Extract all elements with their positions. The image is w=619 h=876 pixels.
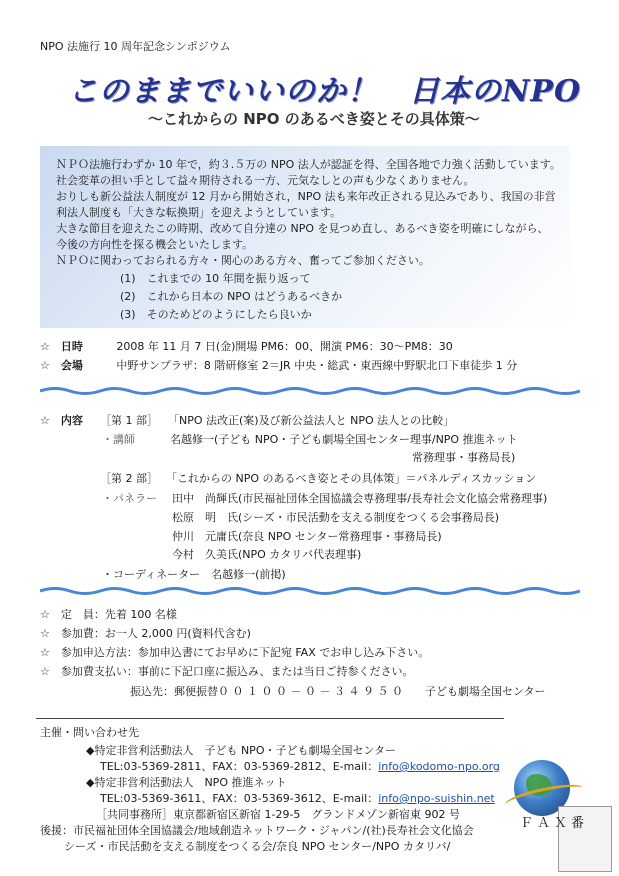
wave-divider: [40, 386, 580, 396]
page-title: このままでいいのか！ 日本のNPO: [68, 74, 582, 109]
panelist-item: 田中 尚輝氏(市民福祉団体全国協議会専務理事/長寿社会文化協会常務理事): [172, 492, 548, 505]
part2-label: ［第 2 部］: [100, 472, 158, 485]
intro-line: 利法人制度も「大きな転換期」を迎えようとしています。: [56, 206, 342, 219]
intro-line: 社会変革の担い手として益々期待される一方、元気なしとの声も少なくありません。: [56, 174, 475, 187]
question-item: (2) これから日本の NPO はどうあるべきか: [120, 290, 343, 303]
apply-row: ☆ 参加申込方法：参加申込書にてお早めに下記宛 FAX でお申し込み下さい。: [40, 646, 430, 659]
intro-line: ＮＰＯ法施行わずか 10 年で，約３.５万の NPO 法人が認証を得、全国各地で力強く活動しています。: [56, 158, 561, 171]
panelist-item: 仲川 元庸氏(奈良 NPO センター常務理事・事務局長): [172, 530, 442, 543]
venue-value: 中野サンプラザ：8 階研修室 2＝JR 中央・総武・東西線中野駅北口下車徒歩 1 分: [116, 359, 518, 372]
venue-label: ☆ 会場: [40, 359, 83, 372]
organizer-1-contact: [100, 758, 500, 774]
venue-row: [40, 357, 517, 373]
sponsors-line-2: シーズ・市民活動を支える制度をつくる会/奈良 NPO センター/NPO カタリバ/: [64, 840, 451, 853]
email-link-1[interactable]: info@kodomo-npo.org: [378, 760, 500, 773]
content-label-text: ☆ 内容: [40, 414, 83, 427]
content-label: [40, 412, 83, 428]
part1-label: ［第 1 部］: [100, 414, 158, 427]
contact-text: TEL:03-5369-3611、FAX：03-5369-3612、E-mail：: [100, 792, 379, 805]
fax-label: ＦＡＸ番: [520, 816, 589, 831]
payment-row: ☆ 参加費支払い：事前に下記口座に振込み、または当日ご持参ください。: [40, 665, 414, 678]
sponsors-line-1: 後援：市民福祉団体全国協議会/地域創造ネットワーク・ジャパン/(社)長寿社会文化協会: [40, 824, 474, 837]
email-link-2[interactable]: info@npo-suishin.net: [378, 792, 495, 805]
contact-heading: 主催・問い合わせ先: [40, 726, 139, 739]
intro-line: ＮＰＯに関わっておられる方々・関心のある方々、奮ってご参加ください。: [56, 254, 430, 267]
intro-line: 大きな節目を迎えたこの時期、改めて自分達の NPO を見つめ直し、あるべき姿を明確にしながら、: [56, 222, 549, 235]
fee-row: ☆ 参加費：お一人 2,000 円(資料代含む): [40, 627, 251, 640]
panelist-item: 松原 明 氏(シーズ・市民活動を支える制度をつくる会事務局長): [172, 511, 500, 524]
intro-line: 今後の方向性を探る機会といたします。: [56, 238, 254, 251]
panelist-item: 今村 久美氏(NPO カタリバ代表理事): [172, 548, 362, 561]
part2-title: 「これからの NPO のあるべき姿とその具体策」＝パネルディスカッション: [166, 472, 537, 485]
organizer-1: ◆特定非営利活動法人 子ども NPO・子ども劇場全国センター: [86, 744, 397, 757]
wave-divider: [40, 586, 580, 596]
date-label: ☆ 日時: [40, 340, 83, 353]
page-subtitle: ～これからの NPO のあるべき姿とその具体策～: [148, 110, 480, 128]
question-item: (3) そのためどのようにしたら良いか: [120, 308, 312, 321]
symposium-kicker: NPO 法施行 10 周年記念シンポジウム: [40, 40, 231, 53]
transfer-account: 振込先：郵便振替０ ０ １ ０ ０ － ０ － ３ ４ ９ ５ ０ 子ども劇場全国センター: [130, 685, 546, 698]
organizer-2-contact: [100, 790, 495, 806]
contact-text: TEL:03-5369-2811、FAX：03-5369-2812、E-mail：: [100, 760, 379, 773]
date-value: 2008 年 11 月 7 日(金)開場 PM6：00、開演 PM6：30～PM8：30: [116, 340, 453, 353]
lecturer-value: 名越修一(子ども NPO・子ども劇場全国センター理事/NPO 推進ネット: [170, 433, 518, 446]
date-row: [40, 338, 453, 354]
organizer-2: ◆特定非営利活動法人 NPO 推進ネット: [86, 776, 287, 789]
panel-label: ・パネラー: [102, 492, 157, 505]
part1-title: 「NPO 法改正(案)及び新公益法人と NPO 法人との比較」: [168, 414, 455, 427]
question-item: (1) これまでの 10 年間を振り返って: [120, 272, 311, 285]
capacity-row: ☆ 定 員：先着 100 名様: [40, 608, 177, 621]
coordinator: ・コーディネーター 名越修一(前掲): [102, 568, 286, 581]
intro-line: おりしも新公益法人制度が 12 月から開始され，NPO 法も来年改正される見込みであり、我国の非営: [56, 190, 556, 203]
shared-office: ［共同事務所］東京都新宿区新宿 1-29-5 グランドメゾン新宿東 902 号: [96, 808, 460, 821]
lecturer-value-cont: 常務理事・事務局長): [412, 451, 516, 464]
lecturer-label: ・講師: [102, 433, 135, 446]
